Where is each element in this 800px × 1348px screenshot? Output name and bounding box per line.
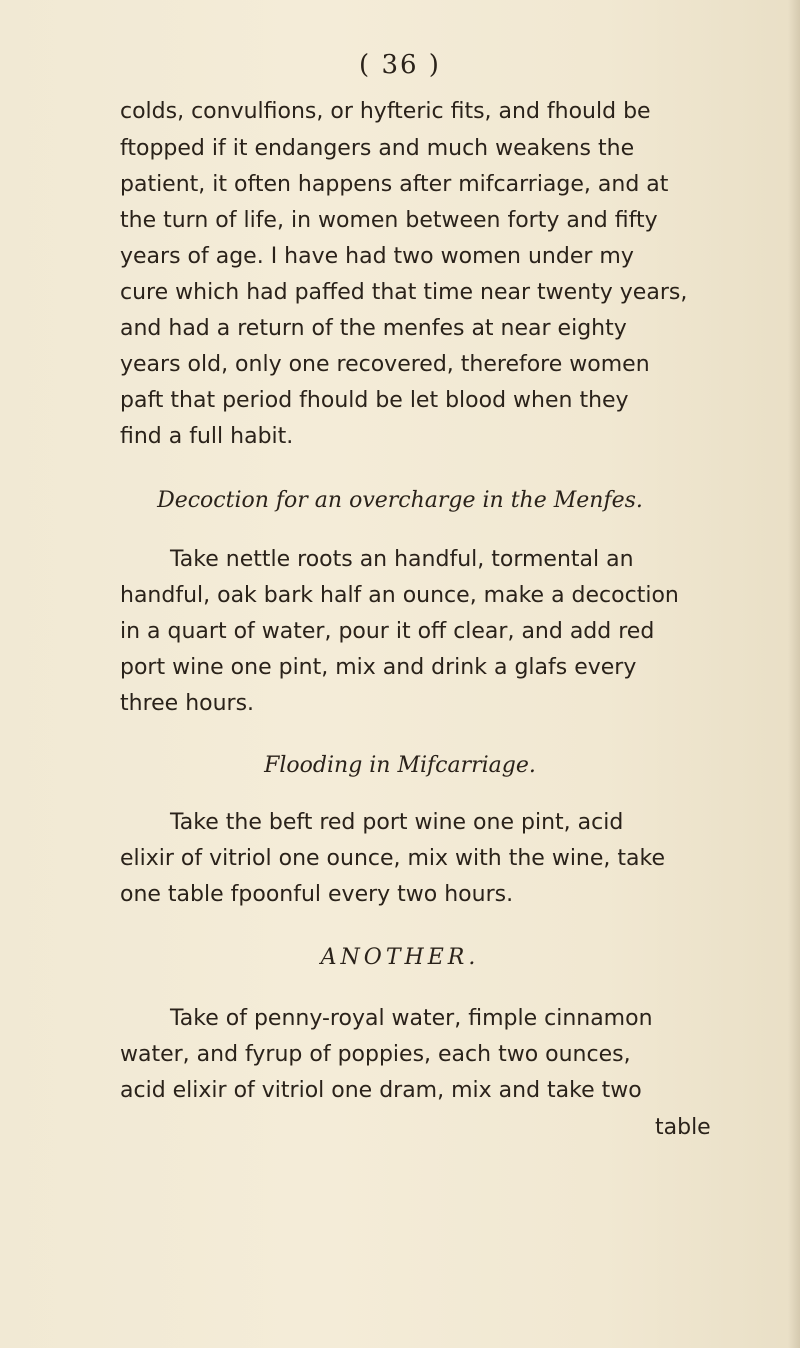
- text-line: one table fpoonful every two hours.: [120, 882, 514, 907]
- text-line: years old, only one recovered, therefore women: [120, 352, 650, 377]
- catchword: table: [655, 1115, 711, 1140]
- text-line: water, and fyrup of poppies, each two ounces,: [120, 1042, 631, 1067]
- page-edge-shadow: [788, 0, 800, 1348]
- text-line: patient, it often happens after mifcarriage, and at: [120, 172, 669, 197]
- text-line: paft that period fhould be let blood when they: [120, 388, 629, 413]
- text-line: port wine one pint, mix and drink a glafs every: [120, 655, 637, 680]
- text-line: find a full habit.: [120, 424, 294, 449]
- page-number: ( 36 ): [359, 50, 441, 80]
- text-line: Take of penny-royal water, fimple cinnamon: [170, 1006, 653, 1031]
- text-line: three hours.: [120, 691, 255, 716]
- text-line: in a quart of water, pour it off clear, and add red: [120, 619, 655, 644]
- text-line: Take nettle roots an handful, tormental an: [170, 547, 634, 572]
- text-line: elixir of vitriol one ounce, mix with the wine, take: [120, 846, 665, 871]
- heading-flooding: Flooding in Mifcarriage.: [264, 753, 536, 778]
- text-line: the turn of life, in women between forty and fifty: [120, 208, 658, 233]
- heading-decoction: Decoction for an overcharge in the Menfes.: [157, 488, 643, 513]
- text-line: ftopped if it endangers and much weakens the: [120, 136, 635, 161]
- text-line: and had a return of the menfes at near eighty: [120, 316, 627, 341]
- text-line: handful, oak bark half an ounce, make a decoction: [120, 583, 679, 608]
- text-line: cure which had paffed that time near twenty years,: [120, 280, 688, 305]
- text-line: Take the beft red port wine one pint, acid: [170, 810, 624, 835]
- text-line: colds, convulfions, or hyfteric fits, and fhould be: [120, 99, 651, 124]
- heading-another: ANOTHER.: [320, 945, 480, 970]
- text-line: acid elixir of vitriol one dram, mix and take two: [120, 1078, 642, 1103]
- text-line: years of age. I have had two women under my: [120, 244, 634, 269]
